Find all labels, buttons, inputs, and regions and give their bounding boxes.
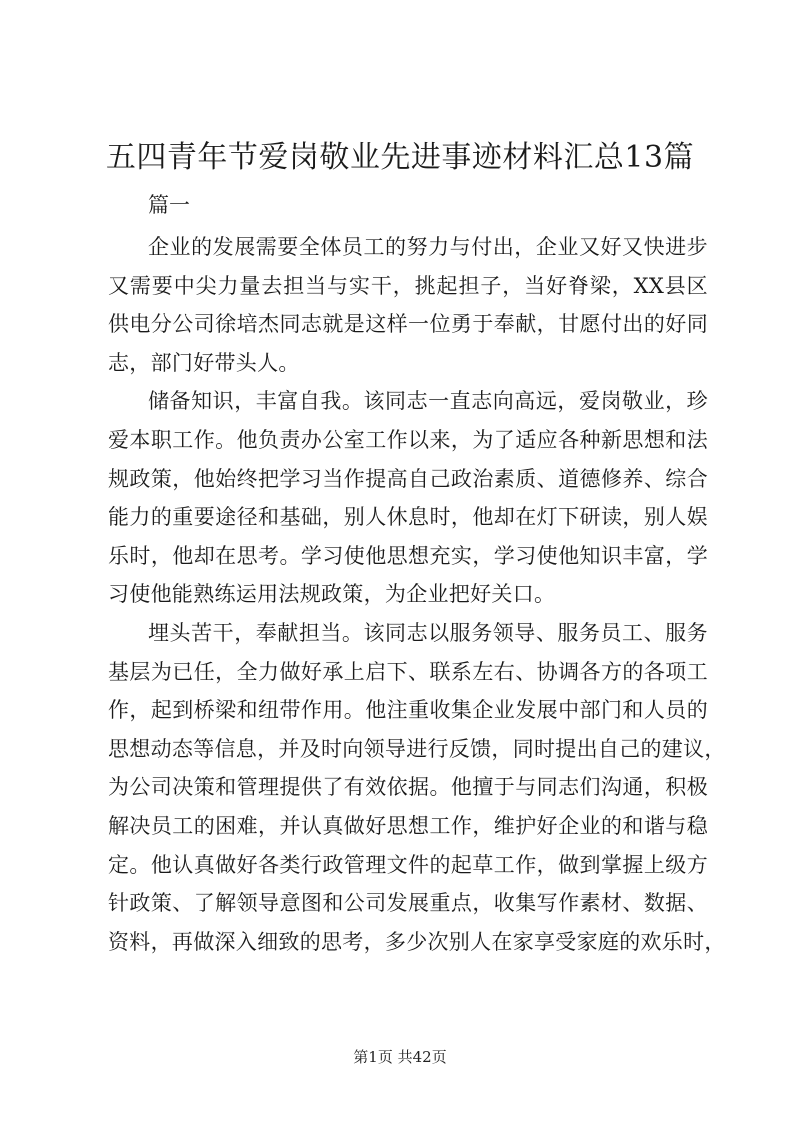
section-label: 篇一: [148, 193, 190, 217]
paragraph-line: 爱本职工作。他负责办公室工作以来，为了适应各种新思想和法: [108, 427, 708, 452]
paragraph-line: 志，部门好带头人。: [108, 350, 300, 375]
body-text: [108, 228, 726, 961]
paragraph-line: 供电分公司徐培杰同志就是这样一位勇于奉献，甘愿付出的好同: [108, 312, 708, 337]
paragraph-line: 规政策，他始终把学习当作提高自己政治素质、道德修养、综合: [108, 466, 708, 491]
paragraph-line: 解决员工的困难，并认真做好思想工作，维护好企业的和谐与稳: [108, 813, 708, 838]
paragraph-line: 埋头苦干，奉献担当。该同志以服务领导、服务员工、服务: [148, 620, 708, 645]
paragraph-line: 思想动态等信息，并及时向领导进行反馈，同时提出自己的建议，: [108, 736, 726, 761]
paragraph-line: 储备知识，丰富自我。该同志一直志向高远，爱岗敬业，珍: [148, 389, 708, 414]
paragraph-line: 基层为已任，全力做好承上启下、联系左右、协调各方的各项工: [108, 659, 708, 684]
page-footer: 第1页 共42页: [353, 1048, 447, 1066]
document-title: 五四青年节爱岗敬业先进事迹材料汇总13篇: [105, 140, 695, 175]
paragraph-line: 作，起到桥梁和纽带作用。他注重收集企业发展中部门和人员的: [108, 698, 708, 723]
paragraph-line: 针政策、了解领导意图和公司发展重点，收集写作素材、数据、: [108, 891, 708, 916]
paragraph-line: 为公司决策和管理提供了有效依据。他擅于与同志们沟通，积极: [108, 775, 708, 800]
paragraph-line: 资料，再做深入细致的思考，多少次别人在家享受家庭的欢乐时，: [108, 929, 726, 954]
paragraph-line: 又需要中尖力量去担当与实干，挑起担子，当好脊梁，XX县区: [108, 273, 708, 298]
paragraph-line: 企业的发展需要全体员工的努力与付出，企业又好又快进步: [148, 235, 708, 259]
paragraph-line: 能力的重要途径和基础，别人休息时，他却在灯下研读，别人娱: [108, 505, 708, 530]
paragraph-line: 乐时，他却在思考。学习使他思想充实，学习使他知识丰富，学: [108, 543, 708, 568]
paragraph-line: 习使他能熟练运用法规政策，为企业把好关口。: [108, 582, 556, 607]
paragraph-line: 定。他认真做好各类行政管理文件的起草工作，做到掌握上级方: [108, 852, 708, 877]
